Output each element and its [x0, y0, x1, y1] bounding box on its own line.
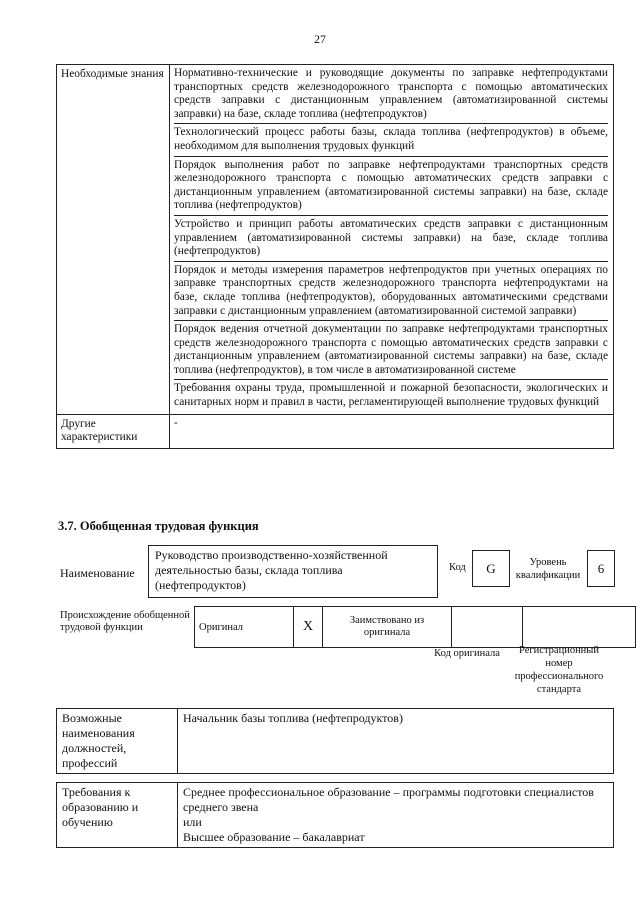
positions-row — [57, 709, 614, 774]
borrowed-label: Заимствовано из оригинала — [323, 607, 452, 648]
other-row — [57, 414, 614, 448]
knowledge-item: Технологический процесс работы базы, склада топлива (нефтепродуктов) в объеме, необходимом для выполнения трудовых функций — [174, 124, 608, 156]
other-value: - — [170, 414, 614, 448]
name-label: Наименование — [60, 566, 135, 580]
reg-number-caption: Регистрационный номер профессионального стандарта — [514, 645, 604, 695]
code-box: G — [472, 550, 510, 587]
function-name-box: Руководство производственно-хозяйственной деятельностью базы, склада топлива (нефтепродуктов) — [148, 545, 438, 598]
positions-table — [56, 708, 614, 774]
original-label: Оригинал — [195, 607, 294, 648]
page-number: 27 — [314, 32, 326, 46]
code-original-caption: Код оригинала — [434, 648, 500, 659]
knowledge-table — [56, 64, 614, 449]
positions-value: Начальник базы топлива (нефтепродуктов) — [178, 709, 614, 774]
other-label: Другие характеристики — [57, 414, 170, 448]
origin-row — [195, 607, 636, 648]
education-label: Требования к образованию и обучению — [57, 783, 178, 848]
knowledge-item: Устройство и принцип работы автоматических средств заправки с дистанционным управлением (автоматизированной системы заправки) на базе, складе топлива (нефтепродуктов) — [174, 216, 608, 262]
knowledge-items — [170, 65, 614, 415]
knowledge-item: Требования охраны труда, промышленной и пожарной безопасности, экологических и санитарных норм и правил в части, регламентирующей выполнение трудовых функций — [174, 382, 608, 409]
code-label: Код — [449, 562, 466, 573]
knowledge-label: Необходимые знания — [57, 65, 170, 415]
education-line: Высшее образование – бакалавриат — [183, 830, 365, 844]
education-table — [56, 782, 614, 848]
level-label: Уровень квалификации — [515, 557, 581, 581]
education-line: или — [183, 815, 202, 829]
education-value — [178, 783, 614, 848]
reg-number-cell — [523, 607, 636, 648]
knowledge-item: Порядок ведения отчетной документации по заправке нефтепродуктами транспортных средств железнодорожного транспорта с помощью автоматических средств заправки с дистанционным управлением (автоматизированной системы заправки) на базе, складе топлива (нефтепродуктов), в том числе в автоматизированной системе — [174, 321, 608, 380]
original-mark: X — [294, 607, 323, 648]
knowledge-row — [57, 65, 614, 415]
knowledge-item: Порядок выполнения работ по заправке нефтепродуктами транспортных средств железнодорожного транспорта с помощью автоматических средств заправки с дистанционным управлением (автоматизированной системы заправки) на базе, складе топлива (нефтепродуктов) — [174, 157, 608, 216]
origin-table — [194, 606, 636, 648]
level-box: 6 — [587, 550, 615, 587]
section-title: 3.7. Обобщенная трудовая функция — [58, 519, 259, 533]
knowledge-item: Нормативно-технические и руководящие документы по заправке нефтепродуктами транспортных средств железнодорожного транспорта с помощью автоматических средств заправки с дистанционным управлением (автоматизированной системы заправки) на базе, складе топлива (нефтепродуктов) — [174, 67, 608, 124]
education-row — [57, 783, 614, 848]
original-code-cell — [452, 607, 523, 648]
positions-label: Возможные наименования должностей, профессий — [57, 709, 178, 774]
origin-label: Происхождение обобщенной трудовой функции — [60, 610, 190, 633]
education-line: Среднее профессиональное образование – программы подготовки специалистов среднего звена — [183, 785, 594, 814]
knowledge-item: Порядок и методы измерения параметров нефтепродуктов при учетных операциях по заправке транспортных средств железнодорожного транспорта нефтепродуктами на базе, складе топлива (нефтепродуктов), оборудованных автоматическими средствами заправки с дистанционным управлением (автоматизированной системой заправки) — [174, 262, 608, 321]
